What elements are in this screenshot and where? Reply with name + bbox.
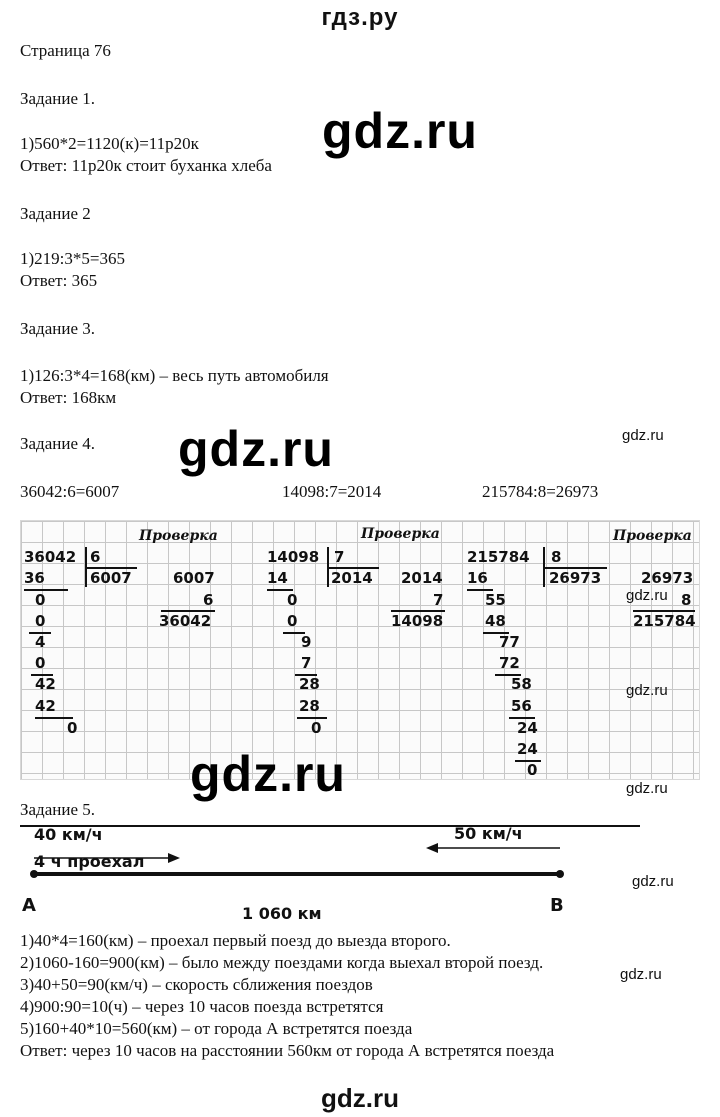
div2-r5: 7 [301,654,312,672]
watermark-small-4: gdz.ru [626,780,668,797]
point-b-dot [556,870,564,878]
check-label-2: Проверка [361,526,440,542]
speed-right-label: 50 км/ч [454,824,523,843]
div2-quotient: 2014 [331,569,373,587]
div1-underline-1 [24,589,68,591]
check-label-1: Проверка [139,528,218,544]
task2-line1: 1)219:3*5=365 [20,249,125,268]
div1-r4: 4 [35,633,46,651]
div3-r7: 56 [511,697,532,715]
check-label-3: Проверка [613,528,692,544]
division-grid [20,520,700,780]
div2-dividend: 14098 [267,548,320,566]
task3-title: Задание 3. [20,319,95,338]
div1-r1: 36 [24,569,45,587]
train-diagram-svg [20,818,640,930]
div1-r8: 0 [67,719,78,737]
div2-r2: 0 [287,591,298,609]
arrow-right-head [426,843,438,853]
div1-quotient: 6007 [90,569,132,587]
task4-title: Задание 4. [20,434,95,453]
div2-r6: 28 [299,675,320,693]
task4-eq1: 36042:6=6007 [20,482,120,501]
div1-r7: 42 [35,697,56,715]
watermark-small-3: gdz.ru [626,682,668,699]
watermark-small-2: gdz.ru [626,587,668,604]
check2-b: 7 [433,591,444,609]
task1-title: Задание 1. [20,89,95,108]
div3-r1: 16 [467,569,488,587]
div3-r8: 24 [517,719,538,737]
div3-r2: 55 [485,591,506,609]
point-a-dot [30,870,38,878]
div3-dividend: 215784 [467,548,530,566]
task3-answer: Ответ: 168км [20,388,117,407]
div2-divisor: 7 [334,548,345,566]
point-b-label: В [550,895,564,916]
task5-line2: 2)1060-160=900(км) – было между поездами когда выехал второй поезд. [20,953,544,972]
train-diagram [20,818,640,930]
div3-r4: 77 [499,633,520,651]
task5-line3: 3)40+50=90(км/ч) – скорость сближения поездов [20,975,373,994]
div1-divisor: 6 [90,548,101,566]
div2-r3: 0 [287,612,298,630]
check3-b: 8 [681,591,692,609]
check1-a: 6007 [173,569,215,587]
div3-r5: 72 [499,654,520,672]
task4-eq3: 215784:8=26973 [482,482,599,501]
check3-a: 26973 [641,569,694,587]
task5-line1: 1)40*4=160(км) – проехал первый поезд до выезда второго. [20,931,451,950]
task5-line4: 4)900:90=10(ч) – через 10 часов поезда встретятся [20,997,384,1016]
task1-answer: Ответ: 11р20к стоит буханка хлеба [20,156,272,175]
div1-r3: 0 [35,612,46,630]
check2-a: 2014 [401,569,443,587]
div2-r8: 0 [311,719,322,737]
task5-title: Задание 5. [20,800,95,819]
site-title: гдз.ру [321,4,399,31]
watermark-small-1: gdz.ru [622,427,664,444]
watermark-small-5: gdz.ru [632,873,674,890]
div3-r9: 24 [517,740,538,758]
page-label: Страница 76 [20,41,111,60]
div1-r6: 42 [35,675,56,693]
div3-r6: 58 [511,675,532,693]
task4-eq2: 14098:7=2014 [282,482,382,501]
task1-line1: 1)560*2=1120(к)=11р20к [20,134,199,153]
div1-dividend: 36042 [24,548,77,566]
watermark-big-1: gdz.ru [322,103,478,159]
div2-r1: 14 [267,569,288,587]
div1-r5: 0 [35,654,46,672]
div2-r7: 28 [299,697,320,715]
speed-left-label: 40 км/ч [34,825,103,844]
check3-c: 215784 [633,612,696,630]
watermark-big-2: gdz.ru [178,421,334,477]
div3-divisor: 8 [551,548,562,566]
distance-label: 1 060 км [242,904,322,923]
time-left-label: 4 ч проехал [34,852,145,871]
arrow-left-head [168,853,180,863]
check1-c: 36042 [159,612,212,630]
div2-r4: 9 [301,633,312,651]
div1-r2: 0 [35,591,46,609]
task5-answer: Ответ: через 10 часов на расстоянии 560км от города А встретятся поезда [20,1041,555,1060]
check1-b: 6 [203,591,214,609]
task2-title: Задание 2 [20,204,91,223]
watermark-small-6: gdz.ru [620,966,662,983]
div3-quotient: 26973 [549,569,602,587]
watermark-big-3: gdz.ru [190,746,346,802]
point-a-label: А [22,895,36,916]
div3-r10: 0 [527,761,538,779]
task3-line1: 1)126:3*4=168(км) – весь путь автомобиля [20,366,329,385]
div3-r3: 48 [485,612,506,630]
task2-answer: Ответ: 365 [20,271,98,290]
task5-line5: 5)160+40*10=560(км) – от города А встретятся поезда [20,1019,413,1038]
check2-c: 14098 [391,612,444,630]
footer-watermark: gdz.ru [321,1083,399,1113]
